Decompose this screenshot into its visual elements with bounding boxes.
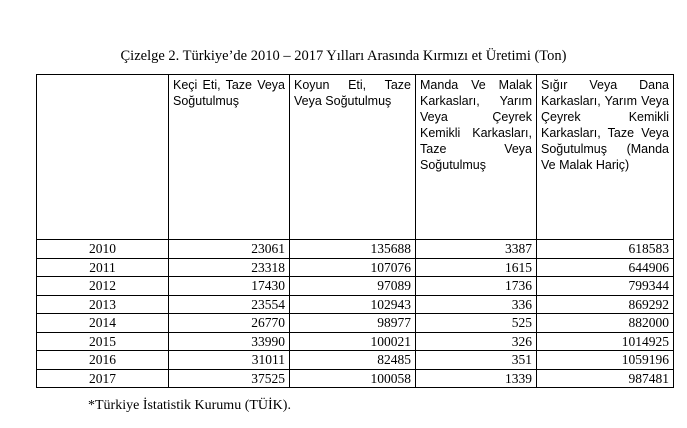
buffalo-carcass-cell: 525 <box>416 314 537 333</box>
cattle-carcass-cell: 882000 <box>537 314 674 333</box>
buffalo-carcass-cell: 1736 <box>416 277 537 296</box>
table-caption: Çizelge 2. Türkiye’de 2010 – 2017 Yılları Arasında Kırmızı et Üretimi (Ton) <box>120 48 567 64</box>
buffalo-carcass-cell: 351 <box>416 351 537 370</box>
goat-meat-cell: 23318 <box>169 258 290 277</box>
year-cell: 2014 <box>37 314 169 333</box>
cattle-carcass-cell: 987481 <box>537 369 674 388</box>
cattle-carcass-cell: 799344 <box>537 277 674 296</box>
source-footnote: *Türkiye İstatistik Kurumu (TÜİK). <box>88 398 291 413</box>
table-row <box>37 277 674 296</box>
table-row <box>37 295 674 314</box>
year-cell: 2017 <box>37 369 169 388</box>
buffalo-carcass-cell: 1339 <box>416 369 537 388</box>
header-sheep-meat: Koyun Eti, Taze Veya Soğutulmuş <box>290 75 416 240</box>
header-goat-meat: Keçi Eti, Taze Veya Soğutulmuş <box>169 75 290 240</box>
sheep-meat-cell: 82485 <box>290 351 416 370</box>
sheep-meat-cell: 102943 <box>290 295 416 314</box>
sheep-meat-cell: 97089 <box>290 277 416 296</box>
cattle-carcass-cell: 644906 <box>537 258 674 277</box>
table-row <box>37 258 674 277</box>
sheep-meat-cell: 107076 <box>290 258 416 277</box>
table-row <box>37 351 674 370</box>
cattle-carcass-cell: 1014925 <box>537 332 674 351</box>
year-cell: 2016 <box>37 351 169 370</box>
table-row <box>37 332 674 351</box>
goat-meat-cell: 23554 <box>169 295 290 314</box>
sheep-meat-cell: 98977 <box>290 314 416 333</box>
cattle-carcass-cell: 1059196 <box>537 351 674 370</box>
buffalo-carcass-cell: 336 <box>416 295 537 314</box>
sheep-meat-cell: 100021 <box>290 332 416 351</box>
goat-meat-cell: 26770 <box>169 314 290 333</box>
table-row <box>37 240 674 259</box>
goat-meat-cell: 37525 <box>169 369 290 388</box>
header-year <box>37 75 169 240</box>
header-cattle-carcass: Sığır Veya Dana Karkasları, Yarım Veya Çeyrek Kemikli Karkasları, Taze Veya Soğutulmuş (Manda Ve Malak Hariç) <box>537 75 674 240</box>
goat-meat-cell: 17430 <box>169 277 290 296</box>
sheep-meat-cell: 135688 <box>290 240 416 259</box>
cattle-carcass-cell: 869292 <box>537 295 674 314</box>
goat-meat-cell: 33990 <box>169 332 290 351</box>
goat-meat-cell: 23061 <box>169 240 290 259</box>
year-cell: 2013 <box>37 295 169 314</box>
header-row <box>37 75 674 240</box>
sheep-meat-cell: 100058 <box>290 369 416 388</box>
year-cell: 2011 <box>37 258 169 277</box>
table-row <box>37 314 674 333</box>
year-cell: 2015 <box>37 332 169 351</box>
red-meat-production-table <box>36 74 674 388</box>
year-cell: 2010 <box>37 240 169 259</box>
buffalo-carcass-cell: 3387 <box>416 240 537 259</box>
year-cell: 2012 <box>37 277 169 296</box>
goat-meat-cell: 31011 <box>169 351 290 370</box>
cattle-carcass-cell: 618583 <box>537 240 674 259</box>
table-row <box>37 369 674 388</box>
buffalo-carcass-cell: 326 <box>416 332 537 351</box>
buffalo-carcass-cell: 1615 <box>416 258 537 277</box>
header-buffalo-carcass: Manda Ve Malak Karkasları, Yarım Veya Çeyrek Kemikli Karkasları, Taze Veya Soğutulmuş <box>416 75 537 240</box>
